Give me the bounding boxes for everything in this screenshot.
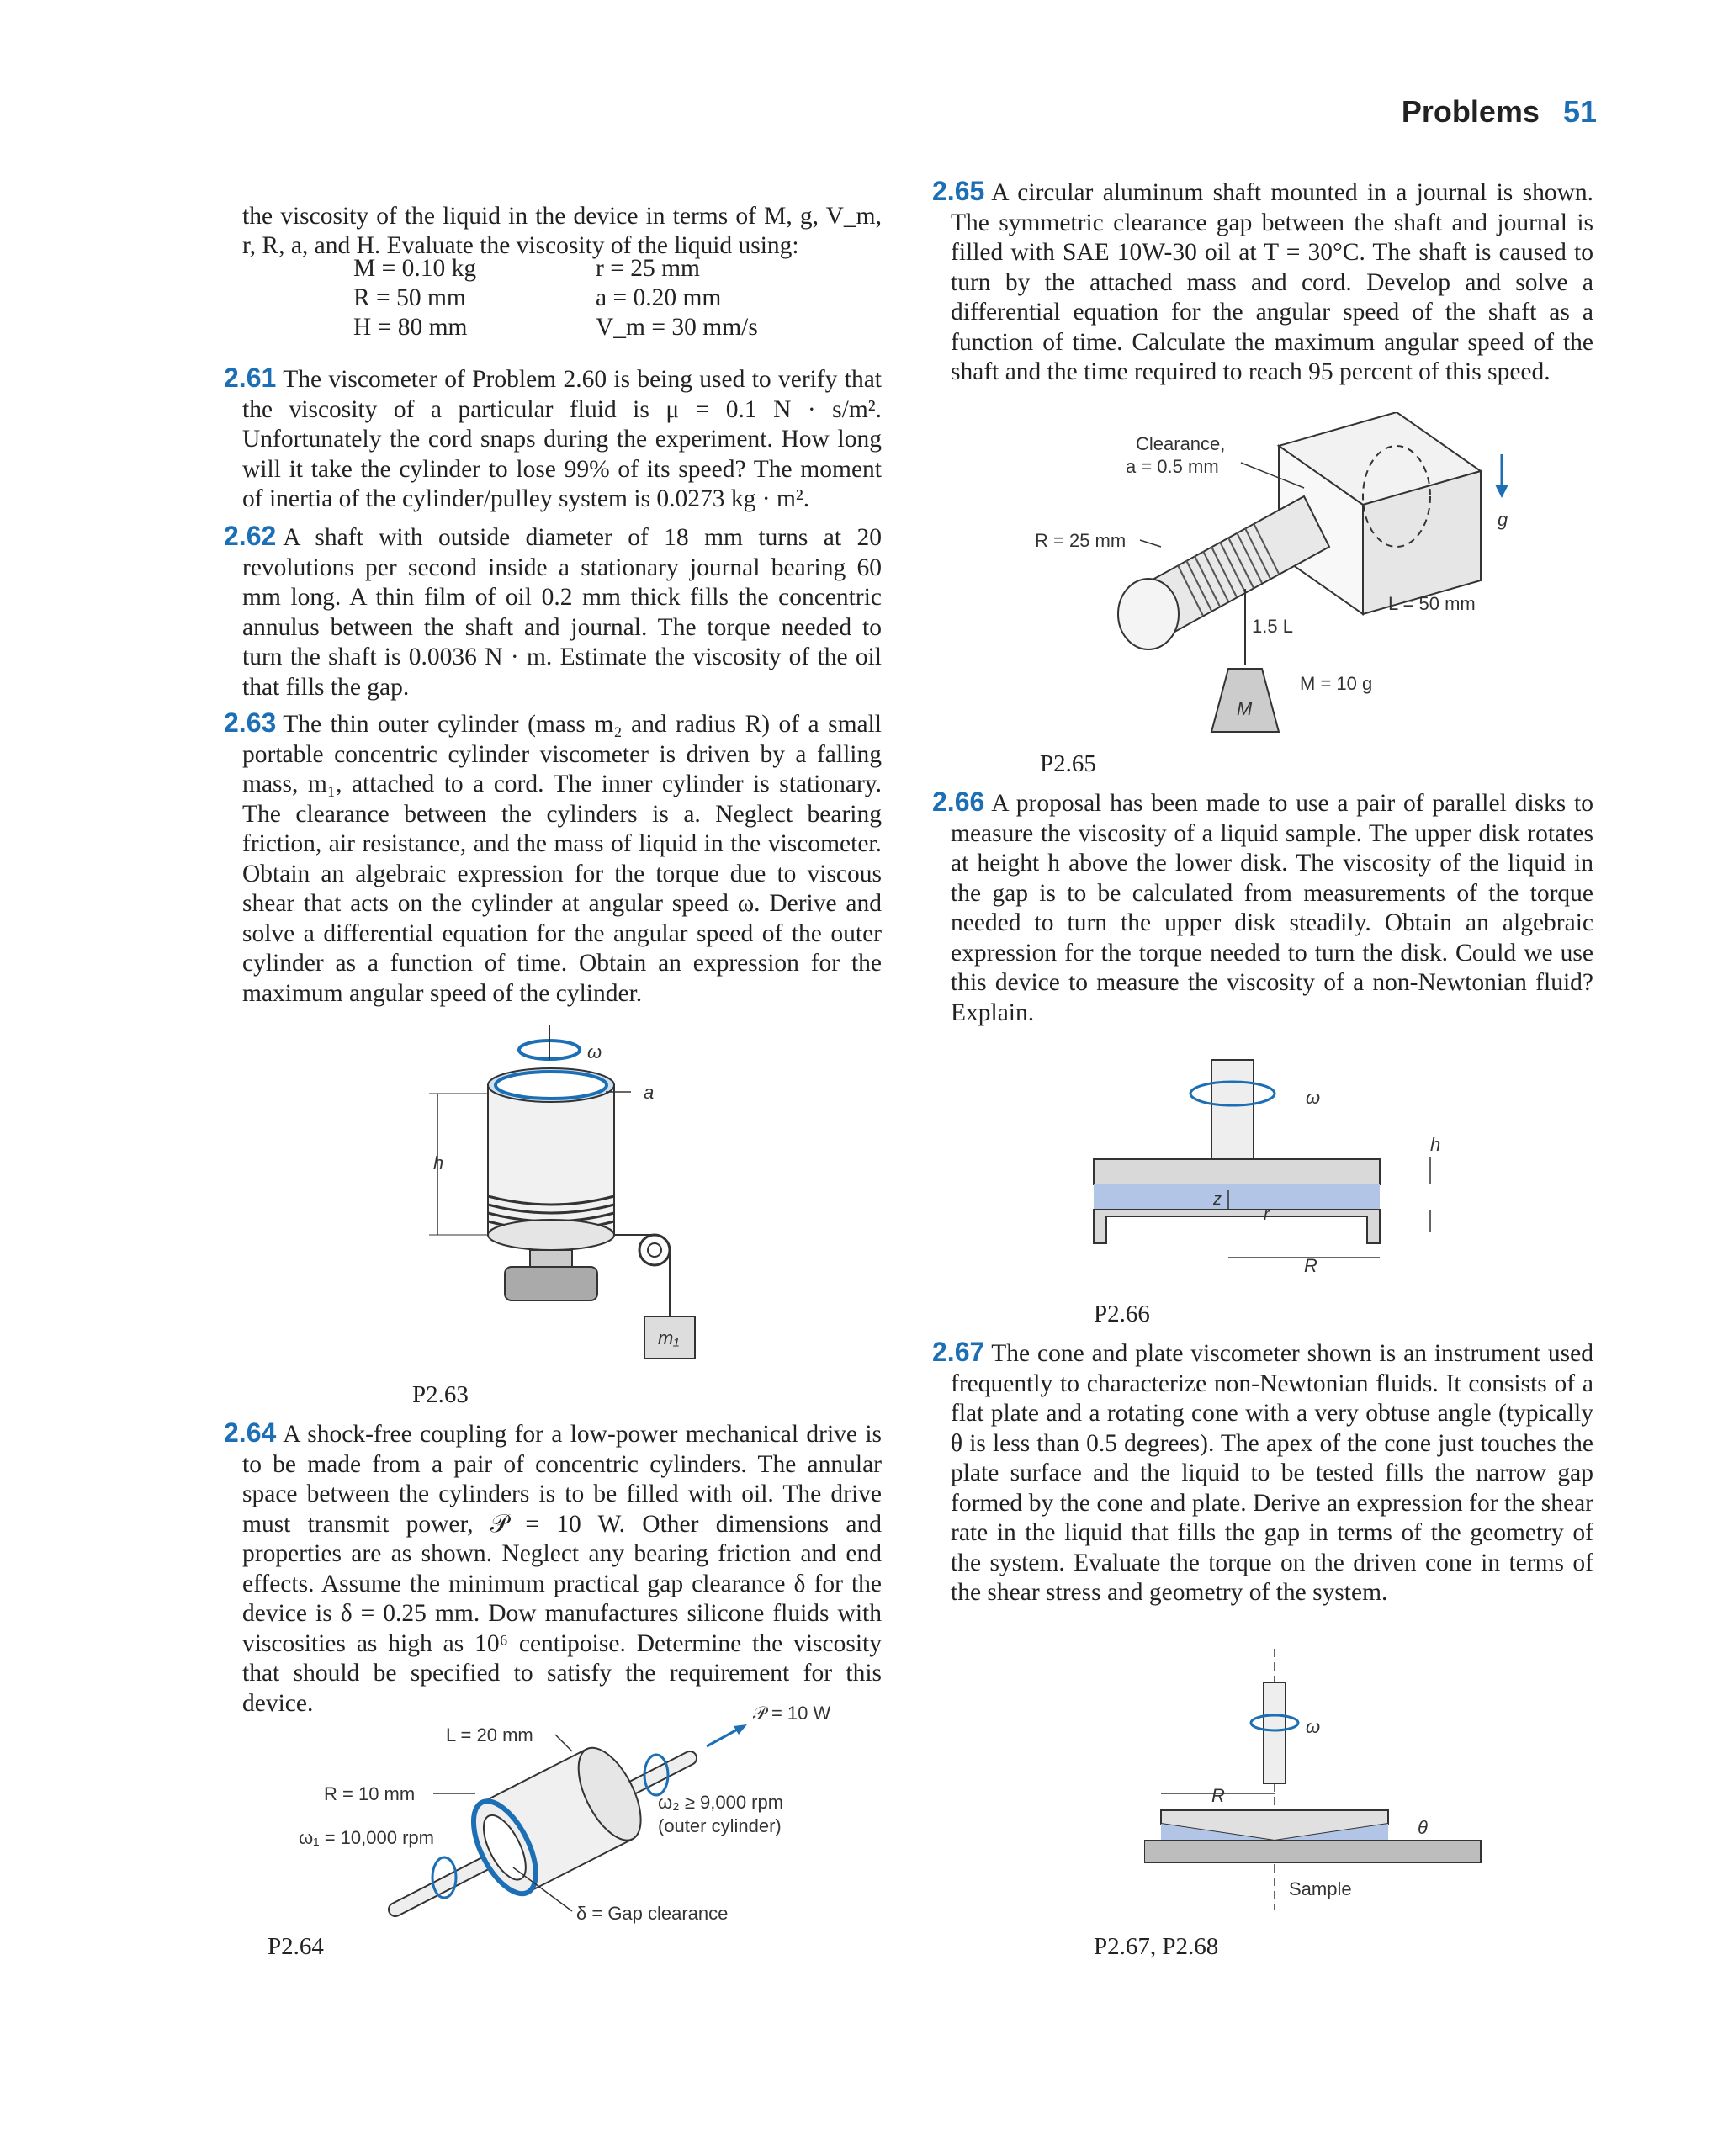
clearance-label-1: Clearance, [1136,433,1226,454]
problem-number: 2.63 [224,707,277,738]
M-value-label: M = 10 g [1300,673,1373,694]
drive-shaft [1211,1060,1254,1161]
R-label: R = 10 mm [324,1783,416,1804]
intro-text: the viscosity of the liquid in the device in terms of M, g, V_m, r, R, a, and H. Evaluate the viscosity of the liquid using: [242,202,882,259]
problem-2-64: 2.64 A shock-free coupling for a low-power mechanical drive is to be made from a pair of concentric cylinders. The annular space between the cylinders is to be filled with oil. The drive must transmit power, 𝒫 = 10 W. Other dimensions and properties are as shown. Neglect any bearing friction and end effects. Assume the minimum practical gap clearance δ for the device is δ = 0.25 mm. Dow manufactures silicone fluids with viscosities as high as 10⁶ centipoise. Determine the viscosity that should be specified to satisfy the requirement for this device. [224,1417,882,1717]
plate [1144,1841,1481,1862]
problem-2-65: 2.65 A circular aluminum shaft mounted in a journal is shown. The symmetric clearance gap between the shaft and journal is filled with SAE 10W-30 oil at T = 30°C. The shaft is caused to turn by the attached mass and cord. Develop and solve a differential equation for the angular speed of the shaft as a function of time. Calculate the maximum angular speed of the shaft and the time required to reach 95 percent of this speed. [932,176,1593,385]
problem-number: 2.65 [932,176,985,206]
R-label: R [1304,1255,1317,1276]
problem-number: 2.66 [932,787,985,817]
gap-label: δ = Gap clearance [576,1903,729,1924]
caption-p2-67: P2.67, P2.68 [1094,1933,1219,1960]
problem-2-67: 2.67 The cone and plate viscometer shown is an instrument used frequently to characterize non-Newtonian fluids. It consists of a flat plate and a rotating cone with a very obtuse angle (typically θ is less than 0.5 degrees). The apex of the cone just touches the plate surface and the liquid to be tested fills the narrow gap formed by the cone and plate. Derive an expression for the shear rate in the liquid that fills the gap in terms of the geometry of the system. Evaluate the torque on the driven cone in terms of the shear stress and geometry of the system. [932,1337,1593,1606]
M-label: M [1237,698,1253,719]
given-Vm: V_m = 30 mm/s [596,314,758,341]
omega1-label: ω₁ = 10,000 rpm [299,1827,434,1848]
liquid-gap [1094,1184,1380,1210]
omega2-label: ω₂ ≥ 9,000 rpm [658,1792,784,1813]
L-label: L = 50 mm [1388,593,1476,614]
problem-2-62: 2.62 A shaft with outside diameter of 18 mm turns at 20 revolutions per second inside a stationary journal bearing 60 mm long. A thin film of oil 0.2 mm thick fills the concentric annulus between the shaft and journal. The torque needed to turn the shaft is 0.0036 N · m. Estimate the viscosity of the oil that fills the gap. [224,521,882,701]
figure-p2-64 [286,1691,892,1935]
power-arrow-icon [707,1728,740,1746]
R-label: R [1211,1785,1225,1806]
given-r: r = 25 mm [596,255,700,282]
page-header [1402,94,1597,130]
caption-p2-64: P2.64 [268,1933,324,1960]
omega-label: ω [1306,1716,1321,1737]
problem-number: 2.67 [932,1337,985,1367]
figure-p2-67 [1144,1649,1498,1918]
a-label: a [644,1082,655,1103]
problem-2-63: 2.63 The thin outer cylinder (mass m₂ and radius R) of a small portable concentric cylinder viscometer is driven by a falling mass, m₁, attached to a cord. The inner cylinder is stationary. The clearance between the cylinders is a. Neglect bearing friction, air resistance, and the mass of liquid in the viscometer. Obtain an algebraic expression for the torque due to viscous shear that acts on the cylinder at angular speed ω. Derive and solve a differential equation for the angular speed of the outer cylinder as a function of time. Obtain an expression for the maximum angular speed of the cylinder. [224,707,882,1007]
given-H: H = 80 mm [353,314,468,341]
page-number: 51 [1562,94,1597,129]
given-values-left [353,254,476,342]
g-label: g [1498,509,1508,530]
figure-p2-65 [1026,412,1531,740]
problem-2-61: 2.61 The viscometer of Problem 2.60 is being used to verify that the viscosity of a particular fluid is μ = 0.1 N · s/m². Unfortunately the cord snaps during the experiment. How long will it take the cylinder to lose 99% of its speed? The moment of inertia of the cylinder/pulley system is 0.0273 kg · m². [224,363,882,512]
theta-label: θ [1418,1817,1428,1838]
L15-label: 1.5 L [1252,616,1293,637]
R-label: R = 25 mm [1035,530,1127,551]
given-R: R = 50 mm [353,284,466,311]
power-label: 𝒫 = 10 W [753,1703,831,1724]
figure-p2-63 [404,1018,724,1371]
caption-p2-66: P2.66 [1094,1300,1150,1327]
omega-label: ω [1306,1087,1321,1108]
given-values-right [596,254,758,342]
caption-p2-65: P2.65 [1040,750,1096,777]
problem-number: 2.62 [224,521,277,551]
m1-label: m₁ [658,1327,680,1348]
h-label: h [433,1152,444,1173]
r-label: r [1264,1205,1270,1224]
upper-disk [1094,1159,1380,1184]
given-a: a = 0.20 mm [596,284,722,311]
problem-2-66: 2.66 A proposal has been made to use a pair of parallel disks to measure the viscosity of a liquid sample. The upper disk rotates at height h above the lower disk. The viscosity of the liquid in the gap is to be calculated from measurements of the torque needed to turn the upper disk steadily. Obtain an algebraic expression for the torque needed to turn the disk. Could we use this device to measure the viscosity of a non-Newtonian fluid? Explain. [932,787,1593,1026]
lower-disk [1094,1210,1380,1243]
header-title: Problems [1401,94,1540,129]
figure-p2-66 [1077,1052,1464,1287]
sample-label: Sample [1289,1878,1352,1899]
omega-label: ω [587,1041,602,1062]
h-label: h [1430,1134,1441,1155]
clearance-label-2: a = 0.5 mm [1126,456,1219,477]
caption-p2-63: P2.63 [412,1381,469,1408]
problem-number: 2.61 [224,363,277,393]
given-M: M = 0.10 kg [353,255,477,282]
z-label: z [1213,1190,1222,1209]
outer-cylinder-label: (outer cylinder) [658,1815,782,1836]
L-label: L = 20 mm [446,1724,533,1745]
cone-shaft [1264,1682,1286,1783]
problem-number: 2.64 [224,1417,277,1448]
